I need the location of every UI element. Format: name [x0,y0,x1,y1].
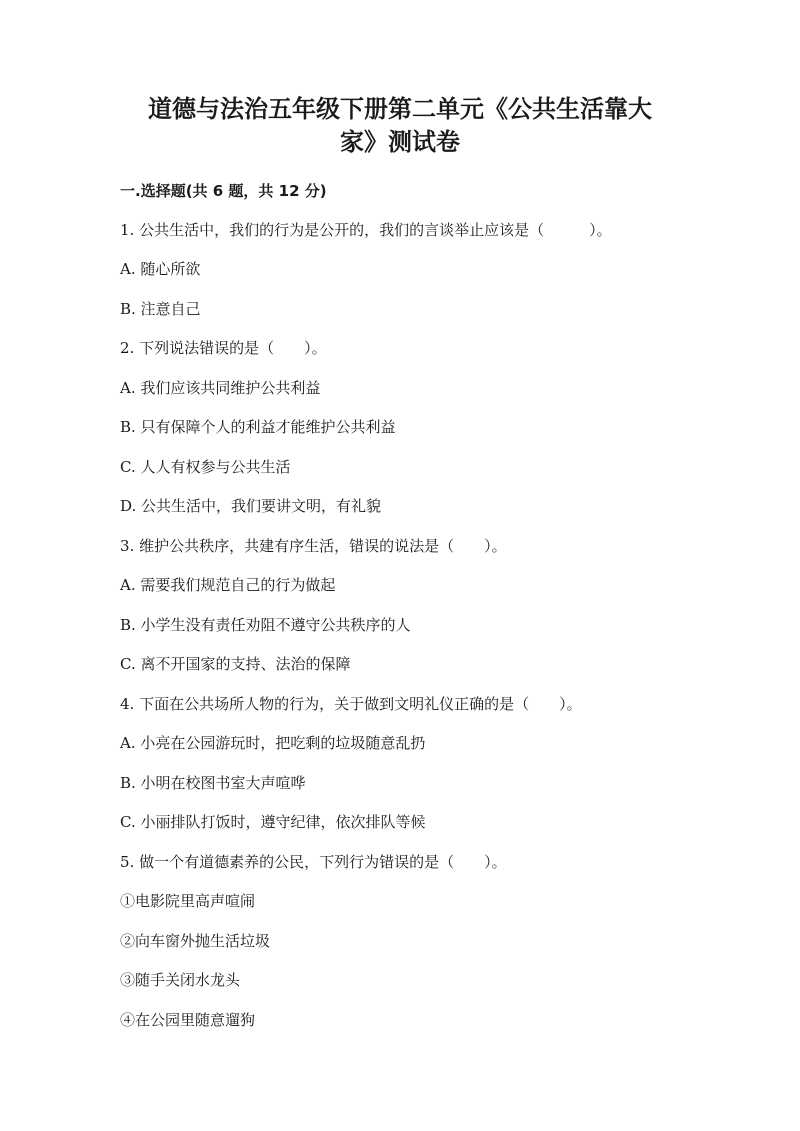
q2-option-c: C. 人人有权参与公共生活 [120,458,291,476]
q4-option-b: B. 小明在校图书室大声喧哗 [120,774,306,792]
q4-option-a: A. 小亮在公园游玩时，把吃剩的垃圾随意乱扔 [120,734,426,752]
q1-option-a: A. 随心所欲 [120,260,201,278]
question-3: 3. 维护公共秩序，共建有序生活，错误的说法是（ ）。 [120,537,507,555]
q2-option-a: A. 我们应该共同维护公共利益 [120,379,321,397]
question-4: 4. 下面在公共场所人物的行为，关于做到文明礼仪正确的是（ ）。 [120,695,582,713]
q5-statement-1: ①电影院里高声喧闹 [120,892,256,910]
document-title-line-2: 家》测试卷 [340,128,460,156]
document-title [120,93,680,159]
q2-option-d: D. 公共生活中，我们要讲文明，有礼貌 [120,497,382,515]
document-title-line-1: 道德与法治五年级下册第二单元《公共生活靠大 [148,95,652,123]
q3-option-a: A. 需要我们规范自己的行为做起 [120,576,336,594]
question-5: 5. 做一个有道德素养的公民，下列行为错误的是（ ）。 [120,853,507,871]
q2-option-b: B. 只有保障个人的利益才能维护公共利益 [120,418,396,436]
question-2: 2. 下列说法错误的是（ ）。 [120,339,327,357]
q5-statement-2: ②向车窗外抛生活垃圾 [120,932,271,950]
q5-statement-4: ④在公园里随意遛狗 [120,1011,256,1029]
q4-option-c: C. 小丽排队打饭时，遵守纪律，依次排队等候 [120,813,426,831]
question-1: 1. 公共生活中，我们的行为是公开的，我们的言谈举止应该是（ ）。 [120,221,612,239]
q3-option-b: B. 小学生没有责任劝阻不遵守公共秩序的人 [120,616,411,634]
q1-option-b: B. 注意自己 [120,300,201,318]
q5-statement-3: ③随手关闭水龙头 [120,971,241,989]
q3-option-c: C. 离不开国家的支持、法治的保障 [120,655,351,673]
section-heading: 一.选择题(共 6 题，共 12 分) [120,182,327,200]
